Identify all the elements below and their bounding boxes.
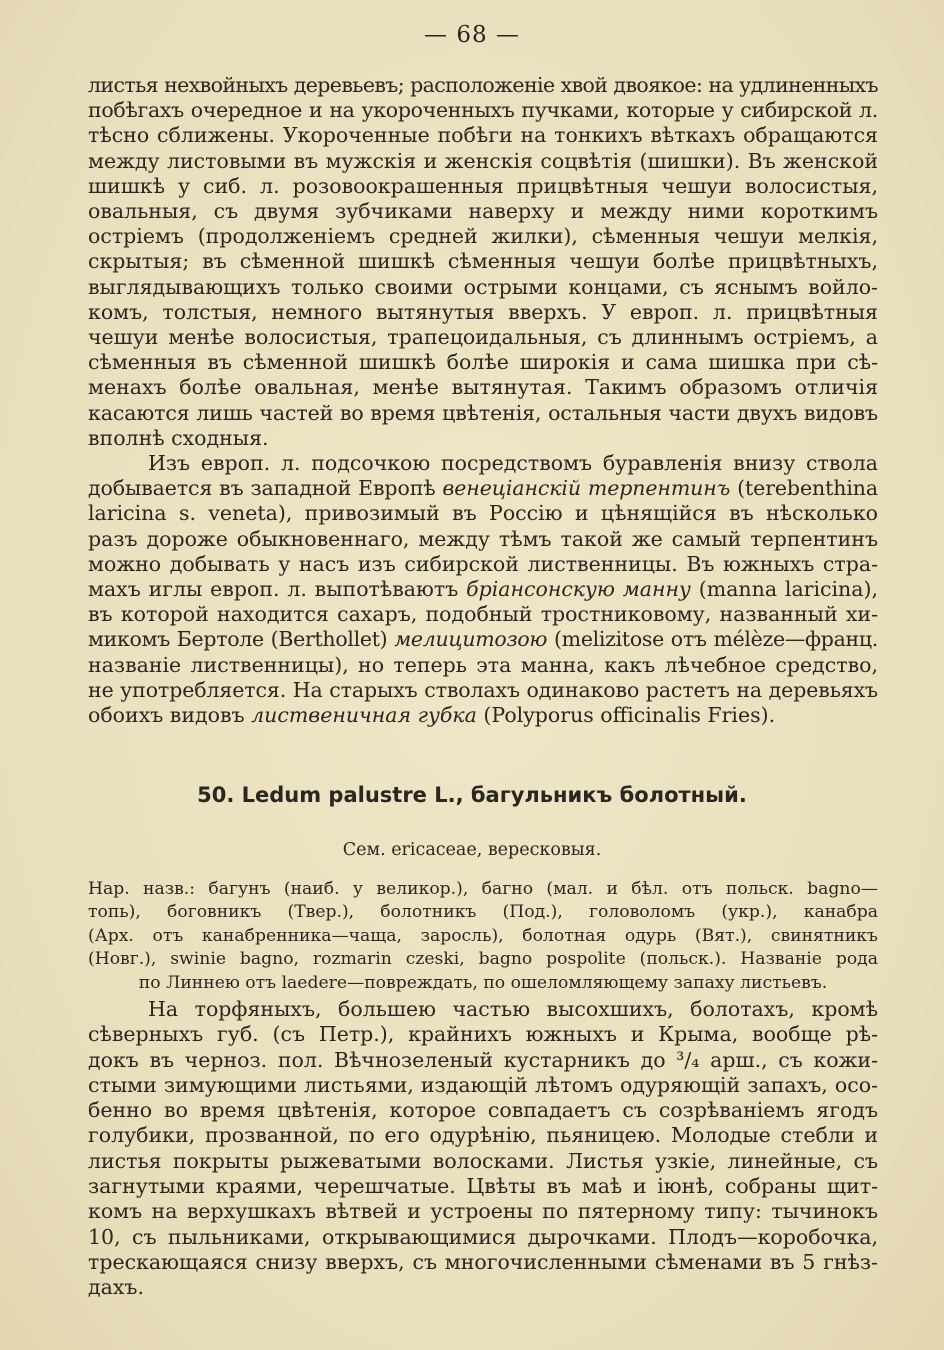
text-line: между листовыми въ мужскія и женскія соцвѣтія (шишки). Въ женской bbox=[88, 148, 878, 173]
text-line: комъ, толстыя, немного вытянутыя вверхъ. У европ. л. прицвѣтныя bbox=[88, 299, 878, 324]
text-line: выглядывающихъ только своими острыми концами, съ яснымъ войло- bbox=[88, 274, 878, 299]
text-line: загнутыми краями, черешчатые. Цвѣты въ маѣ и іюнѣ, собраны щит- bbox=[88, 1174, 878, 1199]
text-line: листья нехвойныхъ деревьевъ; расположеніе хвой двоякое: на удлиненныхъ bbox=[88, 73, 878, 97]
text-line: На торфяныхъ, большею частью высохшихъ, болотахъ, кромѣ bbox=[148, 997, 878, 1021]
text-line: въ которой находится сахаръ, подобный тростниковому, названный хи- bbox=[88, 602, 878, 627]
text-line: трескающаяся снизу вверхъ, съ многочисленными сѣменами въ 5 гнѣз- bbox=[88, 1249, 878, 1274]
paragraph-ledum-description bbox=[88, 997, 878, 1301]
text-line: листья покрыты рыжеватыми волосками. Листья узкіе, линейные, съ bbox=[88, 1148, 878, 1173]
text-line: комъ на верхушкахъ вѣтвей и устроены по пятерному типу: тычинокъ bbox=[88, 1199, 878, 1224]
text-run: (terebenthina bbox=[730, 476, 879, 501]
family-line: Сем. ericaceae, вересковыя. bbox=[342, 840, 602, 860]
text-line: стыми зимующими листьями, издающій лѣтомъ одуряющій запахъ, осо- bbox=[88, 1072, 878, 1097]
text-line: остріемъ (продолженіемъ средней жилки), сѣменныя чешуи мелкія, bbox=[88, 224, 878, 249]
text-line: сѣверныхъ губ. (съ Петр.), крайнихъ южныхъ и Крыма, вообще рѣ- bbox=[88, 1022, 878, 1047]
text-line: (Арх. отъ канабренника—чаща, заросль), болотная одурь (Вят.), свинятникъ bbox=[88, 925, 878, 946]
italic-term: мелицитозою bbox=[394, 627, 548, 652]
text-line: Нар. назв.: багунъ (наиб. у великор.), багно (мал. и бѣл. отъ польск. bagno— bbox=[88, 879, 878, 899]
text-line: шишкѣ у сиб. л. розовоокрашенныя прицвѣтныя чешуи волосистыя, bbox=[88, 173, 878, 198]
text-line: Изъ европ. л. подсочкою посредствомъ буравленія внизу ствола bbox=[148, 451, 878, 475]
text-line: побѣгахъ очередное и на укороченныхъ пучками, которые у сибирской л. bbox=[88, 98, 878, 123]
text-line: не употребляется. На старыхъ стволахъ одинаково растетъ на деревьяхъ bbox=[88, 677, 878, 702]
text-line: (Новг.), swinie bagno, rozmarin czeski, bagno pospolite (польск.). Названіе рода bbox=[88, 949, 878, 970]
text-line: чешуи менѣе волосистыя, трапецоидальныя, съ длиннымъ остріемъ, а bbox=[88, 325, 878, 350]
italic-term: лиственичная губка bbox=[251, 703, 477, 728]
text-line: по Линнею отъ laedere—повреждать, по ошеломляющему запаху листьевъ. bbox=[138, 972, 828, 993]
text-line: названіе лиственницы), но теперь эта манна, какъ лѣчебное средство, bbox=[88, 652, 878, 677]
text-line: докъ въ черноз. пол. Вѣчнозеленый кустарникъ до ³/₄ арш., съ кожи- bbox=[88, 1047, 878, 1072]
text-run: (manna laricina), bbox=[690, 577, 878, 602]
text-line: голубики, прозванной, по его одурѣнію, пьяницею. Молодые стебли и bbox=[88, 1123, 878, 1148]
text-run: (Polyporus officinalis Fries). bbox=[476, 703, 776, 728]
paragraph-larch-structure bbox=[88, 73, 878, 451]
italic-term: бріансонскую манну bbox=[466, 577, 691, 602]
text-run: махъ иглы европ. л. выпотѣваютъ bbox=[88, 577, 467, 602]
text-line: laricina s. veneta), привозимый въ Россію и цѣнящійся въ нѣсколько bbox=[88, 501, 878, 526]
text-line: дахъ. bbox=[88, 1275, 144, 1300]
text-line: вполнѣ сходныя. bbox=[88, 425, 269, 450]
text-run: (melizitose отъ mélèze—франц. bbox=[547, 627, 878, 652]
text-line: топь), боговникъ (Твер.), болотникъ (Под.), головоломъ (укр.), канабра bbox=[88, 902, 878, 923]
text-line bbox=[88, 476, 878, 501]
text-line: можно добывать у насъ изъ сибирской лиственницы. Въ южныхъ стра- bbox=[88, 551, 878, 576]
text-line: 10, съ пыльниками, открывающимися дырочками. Плодъ—коробочка, bbox=[88, 1224, 878, 1249]
text-run: обоихъ видовъ bbox=[88, 703, 252, 728]
folk-names-block bbox=[88, 878, 878, 995]
text-line: менахъ болѣе овальная, менѣе вытянутая. Такимъ образомъ отличія bbox=[88, 375, 878, 400]
text-run: добывается въ западной Европѣ bbox=[88, 476, 443, 501]
text-run: микомъ Бертоле (Berthollet) bbox=[88, 627, 395, 652]
page-number: — 68 — bbox=[424, 22, 520, 48]
text-line: касаются лишь частей во время цвѣтенія, остальныя части двухъ видовъ bbox=[88, 400, 878, 425]
italic-term: венеціанскій терпентинъ bbox=[442, 476, 731, 501]
text-line: скрытыя; въ сѣменной шишкѣ сѣменныя чешуи болѣе прицвѣтныхъ, bbox=[88, 249, 878, 274]
text-line: разъ дороже обыкновеннаго, между тѣмъ такой же самый терпентинъ bbox=[88, 526, 878, 551]
section-heading: 50. Ledum palustre L., багульникъ болотный. bbox=[197, 783, 747, 807]
text-line bbox=[88, 703, 878, 728]
text-line: бенно во время цвѣтенія, которое совпадаетъ съ созрѣваніемъ ягодъ bbox=[88, 1098, 878, 1123]
text-line bbox=[88, 627, 878, 652]
text-line bbox=[88, 577, 878, 602]
text-line: овальныя, съ двумя зубчиками наверху и между ними короткимъ bbox=[88, 199, 878, 224]
text-line: сѣменныя въ сѣменной шишкѣ болѣе широкія и сама шишка при сѣ- bbox=[88, 350, 878, 375]
paragraph-larch-products bbox=[88, 451, 878, 728]
text-line: тѣсно сближены. Укороченные побѣги на тонкихъ вѣткахъ обращаются bbox=[88, 123, 878, 148]
